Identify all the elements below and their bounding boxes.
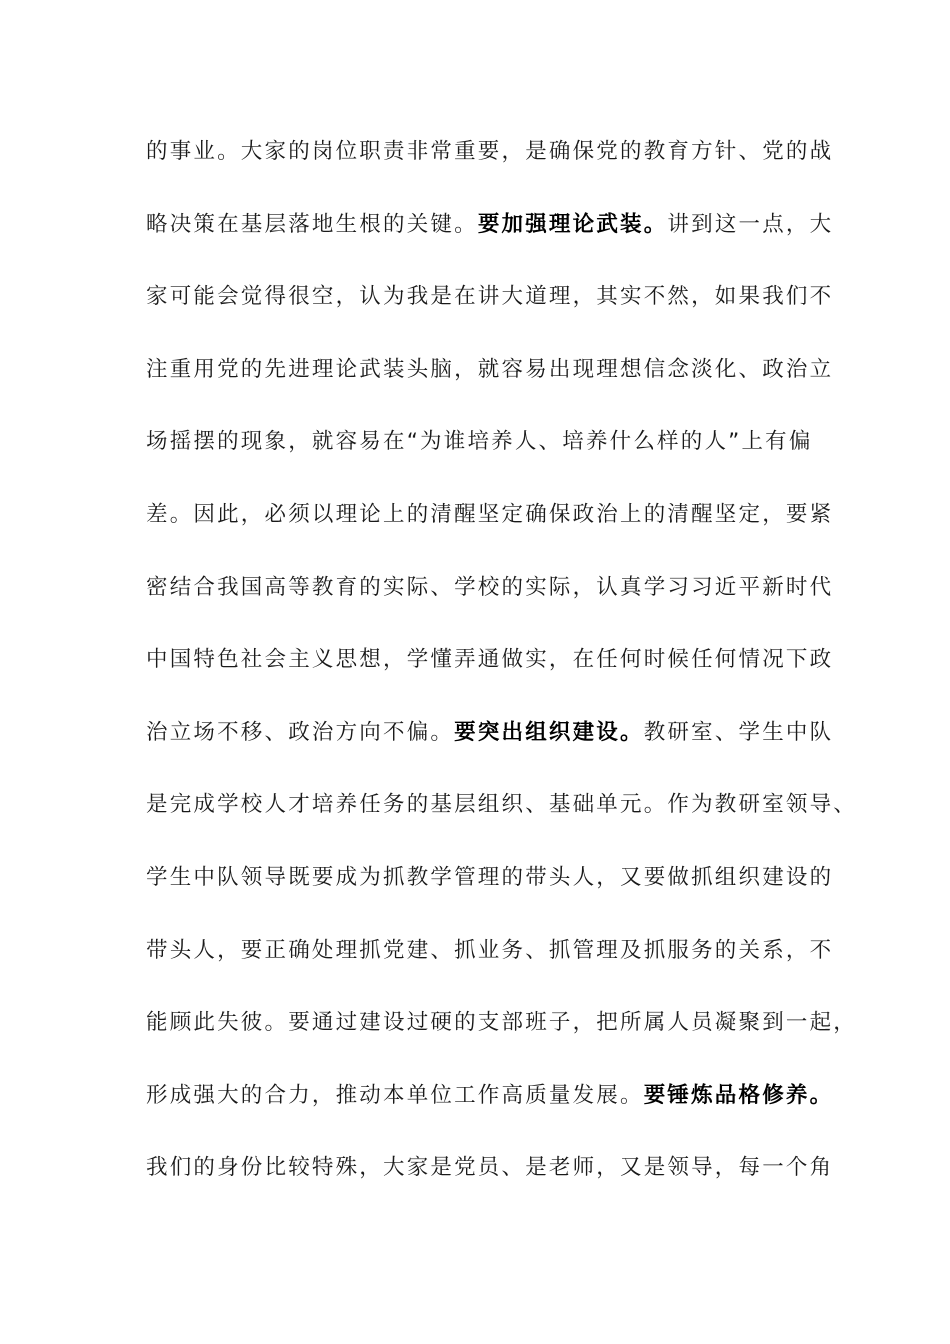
text-line (146, 711, 846, 784)
text-line (146, 783, 858, 856)
paragraph-text: 场摇摆的现象，就容易在“为谁培养人、培养什么样的人”上有偏 (146, 429, 813, 455)
bold-heading-text: 要锤炼品格修养。 (643, 1082, 834, 1108)
paragraph-text: 治立场不移、政治方向不偏。 (146, 719, 455, 745)
text-line (146, 203, 846, 276)
paragraph-text: 密结合我国高等教育的实际、学校的实际，认真学习习近平新时代 (146, 574, 834, 600)
paragraph-text: 学生中队领导既要成为抓教学管理的带头人，又要做抓组织建设的 (146, 864, 834, 890)
text-line (146, 420, 846, 493)
paragraph-text: 差。因此，必须以理论上的清醒坚定确保政治上的清醒坚定，要紧 (146, 501, 834, 527)
text-line (146, 856, 846, 929)
paragraph-text: 是完成学校人才培养任务的基层组织、基础单元。作为教研室领导、 (146, 792, 858, 818)
paragraph-text: 注重用党的先进理论武装头脑，就容易出现理想信念淡化、政治立 (146, 356, 834, 382)
text-line (146, 1074, 846, 1147)
paragraph-text: 中国特色社会主义思想，学懂弄通做实，在任何时候任何情况下政 (146, 647, 834, 673)
text-line (146, 1146, 846, 1219)
text-line (146, 566, 846, 639)
bold-heading-text: 要突出组织建设。 (454, 719, 644, 745)
text-line (146, 130, 846, 203)
text-line (146, 275, 846, 348)
paragraph-text: 讲到这一点，大 (667, 211, 834, 237)
text-line (146, 348, 846, 421)
paragraph-text: 的事业。大家的岗位职责非常重要，是确保党的教育方针、党的战 (146, 139, 834, 164)
paragraph-text: 略决策在基层落地生根的关键。 (146, 211, 478, 237)
text-line (146, 493, 846, 566)
text-line (146, 638, 846, 711)
paragraph-text: 形成强大的合力，推动本单位工作高质量发展。 (146, 1082, 644, 1108)
text-line (146, 1001, 858, 1074)
paragraph-text: 家可能会觉得很空，认为我是在讲大道理，其实不然，如果我们不 (146, 284, 834, 310)
bold-heading-text: 要加强理论武装。 (477, 211, 668, 237)
paragraph-text: 教研室、学生中队 (643, 719, 834, 745)
paragraph-text: 带头人，要正确处理抓党建、抓业务、抓管理及抓服务的关系，不 (146, 937, 834, 963)
text-line (146, 929, 846, 1002)
paragraph-text: 我们的身份比较特殊，大家是党员、是老师，又是领导，每一个角 (146, 1155, 834, 1181)
paragraph-text: 能顾此失彼。要通过建设过硬的支部班子，把所属人员凝聚到一起， (146, 1010, 858, 1036)
body-text (146, 130, 858, 1219)
